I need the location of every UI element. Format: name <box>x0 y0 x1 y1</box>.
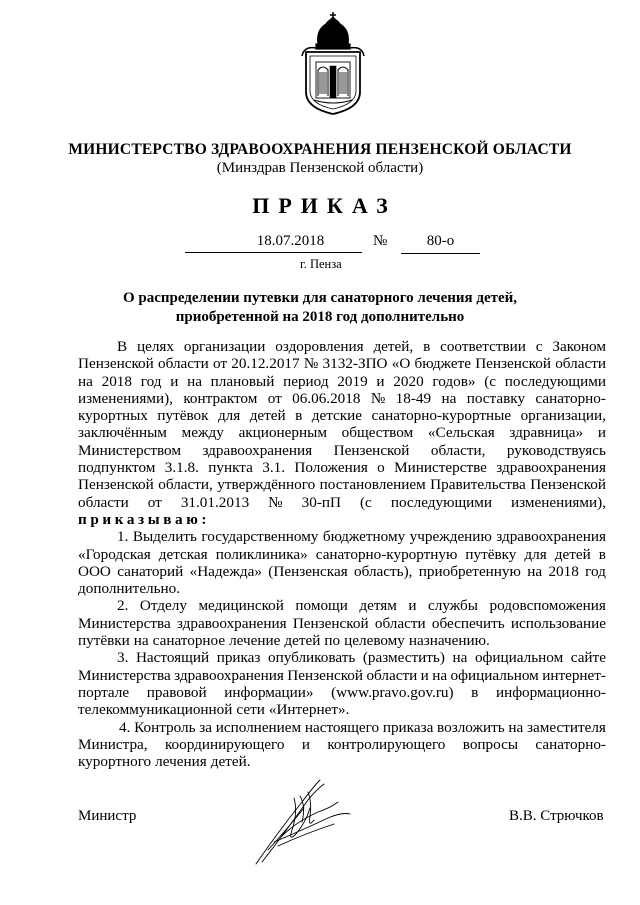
body-word: в <box>471 683 479 701</box>
subject-line: О распределении путевки для санаторного лечения детей, <box>122 290 518 306</box>
body-word: 18-49 <box>395 389 432 407</box>
body-word: учреждению <box>409 528 492 546</box>
body-word: от <box>267 389 282 407</box>
body-word: приказа <box>382 718 434 736</box>
body-word: на <box>527 562 543 580</box>
body-word: пункта <box>208 459 253 477</box>
body-word: санаторий <box>117 562 184 580</box>
body-word: в <box>598 545 606 563</box>
body-word: санаторно-курортные <box>371 407 512 425</box>
body-word: Пензенской <box>333 441 410 459</box>
handwritten-signature-icon <box>238 772 358 872</box>
body-word: «Надежда» <box>189 562 262 580</box>
body-word: целях <box>136 338 175 355</box>
body-word: детям <box>359 597 397 615</box>
body-word: Настоящий <box>135 649 210 667</box>
body-word: Отделу <box>139 597 187 615</box>
body-word: санаторно- <box>535 735 606 753</box>
body-word: в <box>295 407 303 425</box>
body-word: 31.01.2013 <box>180 493 250 511</box>
body-word: здравоохранения <box>496 459 606 477</box>
body-word: телекоммуникационной <box>78 701 233 719</box>
order-subject <box>120 289 520 327</box>
body-word: курортного <box>78 753 152 771</box>
body-line <box>78 736 606 753</box>
body-word: путёвок <box>157 407 209 425</box>
body-word: и <box>301 735 310 753</box>
body-word: портале <box>78 683 130 701</box>
body-word: курортных <box>78 407 148 425</box>
body-word: официальном <box>450 666 539 684</box>
body-word: на <box>441 389 457 407</box>
body-word: от <box>213 355 228 373</box>
order-body <box>78 338 606 770</box>
body-line <box>78 459 606 476</box>
body-word: области <box>366 666 418 684</box>
body-line <box>78 494 606 511</box>
body-line <box>78 684 606 701</box>
body-word: официальном <box>474 649 564 667</box>
ministry-short-name: (Минздрав Пензенской области) <box>216 160 424 176</box>
body-word: области <box>78 493 129 511</box>
body-word: «Интернет». <box>268 701 350 719</box>
body-word: координирующего <box>164 735 285 753</box>
body-word: приказ <box>216 649 261 667</box>
body-word: период <box>283 372 329 390</box>
body-word: и <box>376 372 385 390</box>
body-word: 2018 <box>101 372 132 390</box>
body-word: 3.1. <box>262 459 286 477</box>
body-word: области, <box>430 441 486 459</box>
number-sign: № <box>373 233 388 249</box>
body-line <box>78 719 606 736</box>
body-word: (с <box>360 493 372 511</box>
body-word: Правительства <box>430 476 526 494</box>
body-word: № <box>303 355 319 373</box>
body-line <box>78 373 606 390</box>
body-word: «Сельская <box>427 424 495 442</box>
body-line <box>78 632 606 649</box>
body-word: здравоохранения <box>202 441 313 459</box>
penza-coat-of-arms-icon <box>296 10 370 118</box>
body-word: области <box>374 614 426 632</box>
body-word: № <box>268 493 283 511</box>
body-word: контрактом <box>183 389 258 407</box>
body-word: Министерством <box>78 441 181 459</box>
body-word: государственному <box>201 528 319 546</box>
body-word: на <box>187 372 202 390</box>
body-word: области <box>158 355 209 373</box>
body-word: Министра, <box>78 735 148 753</box>
body-word: на <box>452 649 468 667</box>
body-word: использование <box>510 614 606 632</box>
body-line <box>78 355 606 372</box>
body-word: правовой <box>146 683 207 701</box>
body-word: лечения <box>155 753 207 771</box>
body-word: Выделить <box>132 528 197 546</box>
body-word: обеспечить <box>431 614 505 632</box>
body-word: Пензенской <box>475 355 551 373</box>
order-number: 80-о <box>401 233 480 254</box>
body-word: последующими <box>390 493 493 511</box>
body-word: детей <box>284 632 321 650</box>
body-word: год <box>140 372 162 390</box>
body-word: для <box>524 545 547 563</box>
body-word: санаторно- <box>535 389 606 407</box>
document-type-title: ПРИКАЗ <box>252 193 397 218</box>
body-word: годов» <box>432 372 476 390</box>
body-word: подпунктом <box>78 459 156 477</box>
body-word: санаторное <box>152 632 226 650</box>
body-word: поликлиника» <box>215 545 308 563</box>
body-line <box>78 442 606 459</box>
body-word: контролирующего <box>327 735 446 753</box>
body-word: медицинской <box>198 597 284 615</box>
body-word: исполнением <box>215 718 302 736</box>
body-word: (разместить) <box>362 649 445 667</box>
body-word: область), <box>354 562 413 580</box>
body-line <box>78 424 606 441</box>
body-word: детей <box>249 407 286 425</box>
body-word: 30-пП <box>301 493 341 511</box>
body-word: 2019 <box>337 372 368 390</box>
body-word: путёвки <box>78 632 130 650</box>
body-word: 20.12.2017 <box>231 355 300 373</box>
body-word: информационно- <box>495 683 606 701</box>
body-word: 2. <box>117 597 129 615</box>
subject-line: приобретенной на 2018 год дополнительно <box>175 309 465 325</box>
body-line <box>78 667 606 684</box>
body-word: Министерства <box>78 666 171 684</box>
body-word: на <box>432 666 448 684</box>
body-word: и <box>597 424 606 442</box>
body-word: В <box>117 338 128 355</box>
signer-name: В.В. Стрючков <box>509 808 604 824</box>
body-word: здравоохранения <box>496 528 606 546</box>
body-word: вопросы <box>462 735 519 753</box>
body-line <box>78 597 606 614</box>
body-word: ООО <box>78 562 111 580</box>
body-line <box>78 615 606 632</box>
body-word: Пензенской <box>78 355 154 373</box>
body-word: за <box>199 718 212 736</box>
ministry-name: МИНИСТЕРСТВО ЗДРАВООХРАНЕНИЯ ПЕНЗЕНСКОЙ ОБЛАСТИ <box>68 141 572 158</box>
body-word: акционерным <box>238 424 327 442</box>
body-word: на <box>133 632 149 650</box>
body-word: от <box>147 493 162 511</box>
body-word: заместителя <box>526 718 606 736</box>
body-word: (www.pravo.gov.ru) <box>331 683 454 701</box>
body-word: постановлением <box>319 476 426 494</box>
body-word: плановый <box>210 372 275 390</box>
body-word: Министерства <box>78 614 171 632</box>
body-word: 3.1.8. <box>164 459 199 477</box>
body-line <box>78 338 606 355</box>
body-word: 3132-ЗПО <box>322 355 388 373</box>
body-word: санаторно-курортную <box>315 545 458 563</box>
body-word: бюджетному <box>322 528 406 546</box>
body-word: назначению. <box>408 632 490 650</box>
body-word: организации <box>183 338 266 355</box>
body-word: (Пензенская <box>268 562 348 580</box>
body-word: интернет- <box>542 666 606 684</box>
body-word: заключённым <box>78 424 167 442</box>
body-word: службы <box>428 597 478 615</box>
body-word: путёвку <box>465 545 517 563</box>
body-word: дополнительно. <box>78 580 181 598</box>
body-word: по <box>324 632 341 650</box>
body-line <box>78 476 606 493</box>
body-line <box>78 528 606 545</box>
body-word: «О <box>391 355 411 373</box>
body-word: оздоровления <box>275 338 364 355</box>
body-word: 06.06.2018 <box>292 389 361 407</box>
body-word: Законом <box>552 338 606 355</box>
body-line <box>78 546 606 563</box>
body-word: «Городская <box>78 545 151 563</box>
body-word: лечение <box>229 632 281 650</box>
body-word: соответствии <box>440 338 526 355</box>
body-word: здравница» <box>509 424 584 442</box>
body-word: области, <box>158 476 213 494</box>
body-word: и <box>420 666 429 684</box>
body-word: № <box>370 389 386 407</box>
body-word: изменениями), <box>78 389 173 407</box>
body-word: информации» <box>224 683 314 701</box>
order-date: 18.07.2018 <box>185 233 362 253</box>
body-word: детей. <box>210 753 251 771</box>
body-word: детские <box>311 407 363 425</box>
body-word: на <box>78 372 93 390</box>
body-word: о <box>377 459 385 477</box>
body-word: детей, <box>373 338 414 355</box>
body-word: руководствуясь <box>506 441 606 459</box>
body-word: настоящего <box>304 718 380 736</box>
body-word: в <box>423 338 431 355</box>
body-word: обществом <box>341 424 414 442</box>
signer-title: Министр <box>78 808 137 824</box>
body-word: утверждённого <box>217 476 316 494</box>
body-word: 1. <box>117 528 129 546</box>
body-word: сайте <box>570 649 606 667</box>
body-word: Пензенской <box>287 666 364 684</box>
body-word: детская <box>158 545 208 563</box>
body-line <box>78 511 606 528</box>
body-word: и <box>170 372 179 390</box>
body-word: и <box>408 597 417 615</box>
body-word: области <box>555 355 606 373</box>
body-word: Контроль <box>134 718 196 736</box>
body-word: возложить <box>437 718 505 736</box>
body-word: последующими <box>504 372 606 390</box>
body-word: для <box>217 407 241 425</box>
body-word: Министерстве <box>394 459 487 477</box>
body-word: бюджете <box>414 355 471 373</box>
body-word: целевому <box>344 632 405 650</box>
body-word: помощи <box>295 597 348 615</box>
body-word: родовспоможения <box>489 597 606 615</box>
body-word: Пензенской <box>530 476 606 494</box>
body-word: Положения <box>294 459 368 477</box>
body-line <box>78 563 606 580</box>
body-word: между <box>181 424 224 442</box>
body-word: здравоохранения <box>174 666 284 684</box>
body-word: с <box>535 338 543 355</box>
body-word: Пензенской <box>292 614 369 632</box>
body-word: 2018 <box>548 562 579 580</box>
body-word: здравоохранения <box>176 614 287 632</box>
body-line <box>78 649 606 666</box>
body-word: 3. <box>117 649 129 667</box>
body-word: сети <box>236 701 265 719</box>
body-line <box>78 753 606 770</box>
body-word: год <box>585 562 606 580</box>
body-word: 2020 <box>393 372 424 390</box>
body-word: приобретенную <box>418 562 521 580</box>
body-line <box>78 390 606 407</box>
body-line <box>78 407 606 424</box>
body-word: поставку <box>466 389 526 407</box>
body-word: детей <box>554 545 591 563</box>
body-word: 4. <box>119 718 131 736</box>
body-word: изменениями), <box>511 493 606 511</box>
body-line <box>78 580 606 597</box>
body-word: опубликовать <box>268 649 356 667</box>
order-word: приказываю: <box>78 510 211 528</box>
body-word: на <box>508 718 524 736</box>
body-word: Пензенской <box>78 476 154 494</box>
body-word: организации, <box>520 407 606 425</box>
body-line <box>78 701 606 718</box>
body-word: (с <box>484 372 497 390</box>
city: г. Пенза <box>300 257 342 271</box>
